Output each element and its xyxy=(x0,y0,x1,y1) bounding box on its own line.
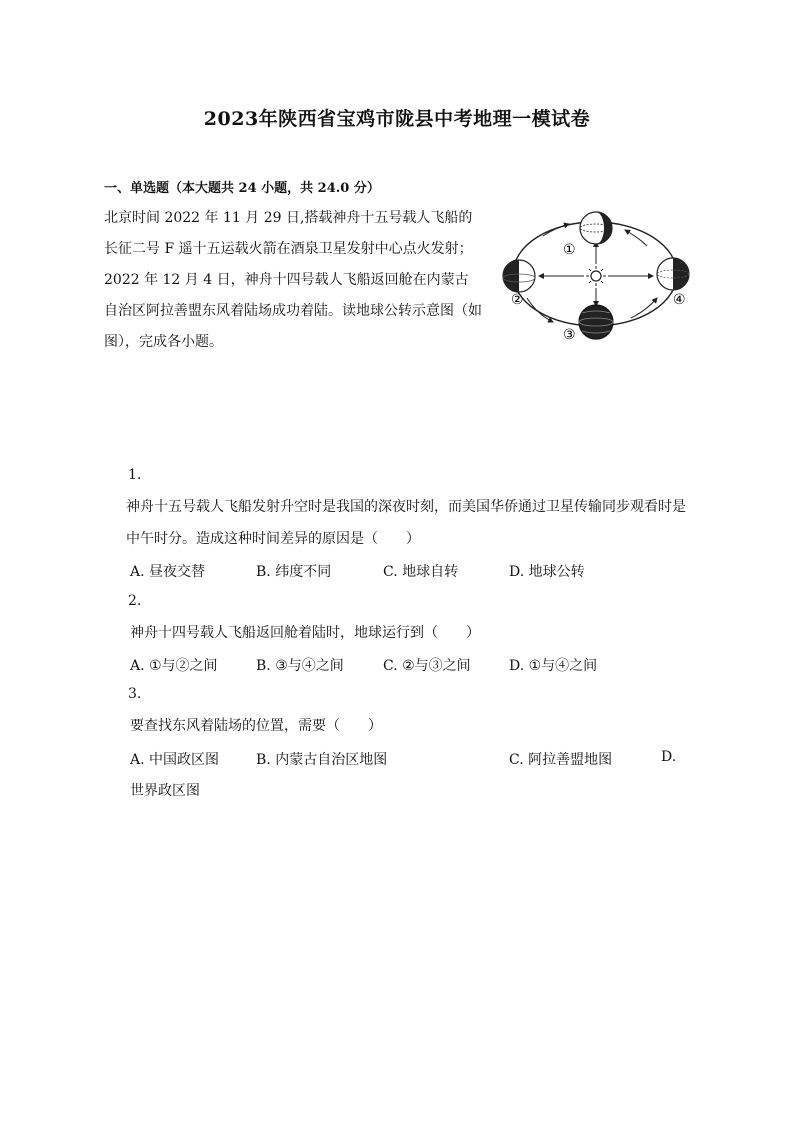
question-3-number: 3. xyxy=(128,686,142,702)
earth-orbit-diagram xyxy=(497,206,693,342)
orbit-label-3: ③ xyxy=(563,327,576,342)
question-1-number: 1. xyxy=(128,467,142,483)
orbit-label-4: ④ xyxy=(673,292,686,308)
earth-position-1-icon xyxy=(580,212,612,244)
question-2-text: 神舟十四号载人飞船返回舱着陆时，地球运行到（ ） xyxy=(130,625,480,641)
question-2-option-b[interactable]: B. ③与④之间 xyxy=(256,658,344,674)
sun-icon xyxy=(586,266,606,286)
question-3-text: 要查找东风着陆场的位置，需要（ ） xyxy=(130,718,382,734)
question-3-option-d-text[interactable]: 世界政区图 xyxy=(130,783,200,799)
page-title: 2023年陕西省宝鸡市陇县中考地理一模试卷 xyxy=(203,108,591,130)
earth-position-4-icon xyxy=(657,258,689,290)
earth-position-3-icon xyxy=(579,305,613,339)
orbit-label-1: ① xyxy=(563,242,576,258)
question-3-option-d[interactable]: D. xyxy=(661,749,677,765)
question-1-option-c[interactable]: C. 地球自转 xyxy=(383,564,459,580)
orbit-arrow xyxy=(527,298,553,322)
orbit-svg xyxy=(497,206,693,342)
question-3-option-a[interactable]: A. 中国政区图 xyxy=(130,752,220,768)
question-2-option-d[interactable]: D. ①与④之间 xyxy=(509,658,598,674)
question-2-option-c[interactable]: C. ②与③之间 xyxy=(383,658,471,674)
section-heading: 一、单选题（本大题共 24 小题，共 24.0 分） xyxy=(104,181,380,196)
question-1-text: 神舟十五号载人飞船发射升空时是我国的深夜时刻，而美国华侨通过卫星传输同步观看时是中午时分。造成这种时间差异的原因是（ ） xyxy=(126,499,686,547)
question-3-option-b[interactable]: B. 内蒙古自治区地图 xyxy=(256,752,388,768)
question-2-option-a[interactable]: A. ①与②之间 xyxy=(130,658,218,674)
question-1-option-d[interactable]: D. 地球公转 xyxy=(509,564,585,580)
question-3-option-c[interactable]: C. 阿拉善盟地图 xyxy=(509,752,613,768)
earth-position-2-icon xyxy=(503,260,535,292)
question-1-option-b[interactable]: B. 纬度不同 xyxy=(256,564,332,580)
intro-paragraph: 北京时间 2022 年 11 月 29 日,搭载神舟十五号载人飞船的长征二号 F 遥十五运载火箭在酒泉卫星发射中心点火发射；2022 年 12 月 4 日，神舟十四号载人飞船返回舱在内蒙古自治区阿拉善盟东风着陆场成功着陆。读地球公转示意图（如图），完成各小题。 xyxy=(104,210,482,350)
question-1-option-a[interactable]: A. 昼夜交替 xyxy=(130,564,206,580)
question-2-number: 2. xyxy=(128,593,142,609)
orbit-label-2: ② xyxy=(511,292,524,308)
